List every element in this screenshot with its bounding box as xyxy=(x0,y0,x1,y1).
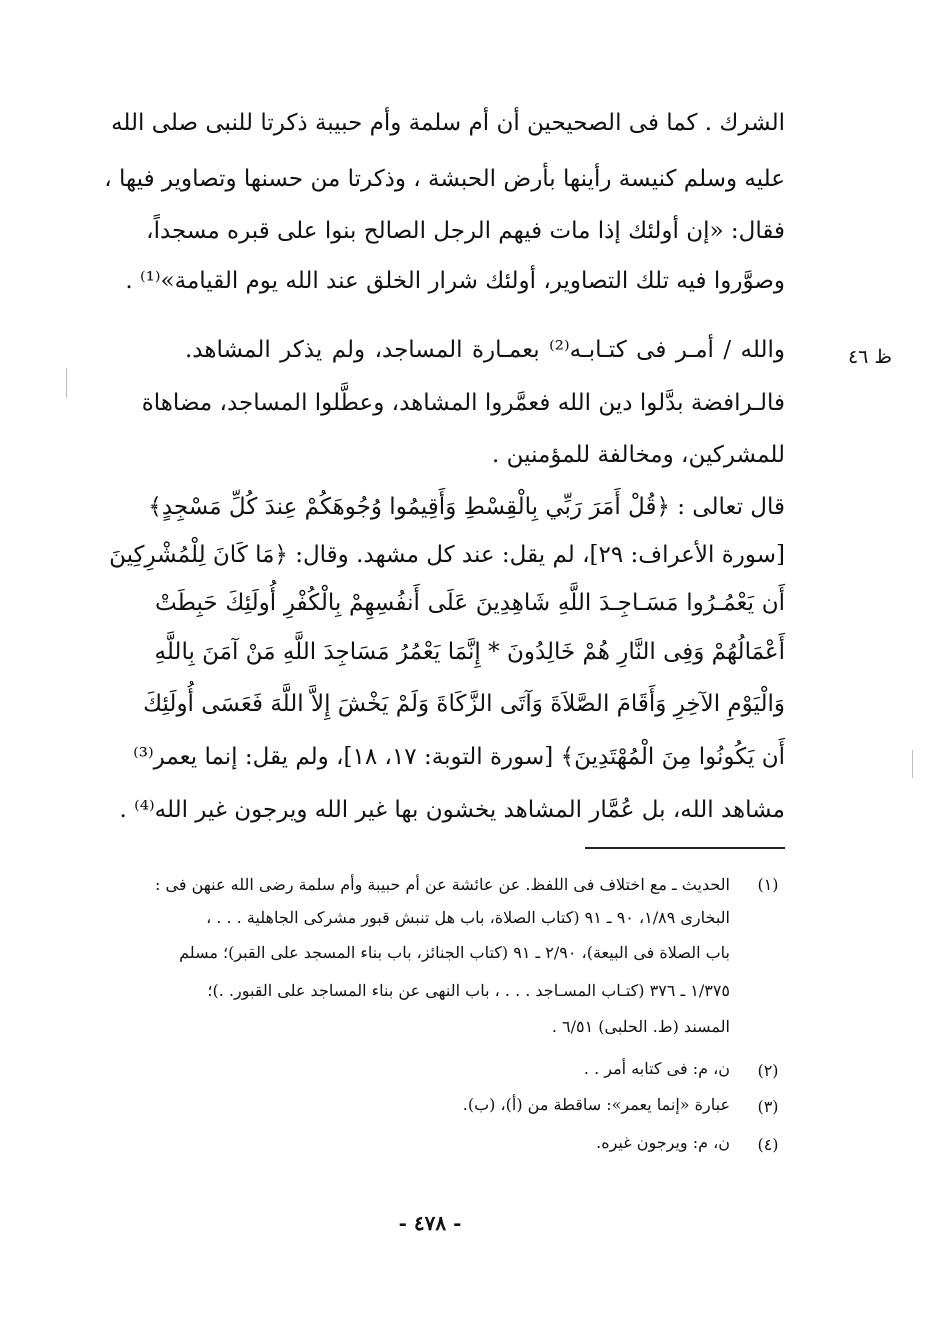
body-line: للمشركين، ومخالفة للمؤمنين . xyxy=(492,442,785,468)
quran-verse-line: أَن يَعْمُـرُوا مَسَـاجِـدَ اللَّهِ شَاهِدِينَ عَلَى أَنفُسِهِمْ بِالْكُفْرِ أُولَئِكَ حَبِطَتْ xyxy=(155,590,785,616)
body-line: عليه وسلم كنيسة رأينها بأرض الحبشة ، وذكرتا من حسنها وتصاوير فيها ، xyxy=(104,166,785,192)
footnote-divider xyxy=(585,847,785,849)
footnote-number: (٢) xyxy=(757,1061,779,1080)
footnote-line: عبارة «إنما يعمر»: ساقطة من (أ)، (ب). xyxy=(462,1095,730,1114)
footnote-line: الحديث ـ مع اختلاف فى اللفظ. عن عائشة عن أم حبيبة وأم سلمة رضى الله عنهن فى : xyxy=(155,875,730,894)
quran-verse-line: وَالْيَوْمِ الآخِرِ وَأَقَامَ الصَّلاَةَ وَآتَى الزَّكَاةَ وَلَمْ يَخْشَ إِلاَّ اللَّهَ فَعَسَى أُولَئِكَ xyxy=(143,691,785,717)
footnote-line: باب الصلاة فى البيعة)، ٢/٩٠ ـ ٩١ (كتاب الجنائز، باب بناء المسجد على القبر)؛ مسلم xyxy=(179,943,730,962)
manuscript-folio-note: ظ ٤٦ xyxy=(847,346,892,368)
scan-artifact xyxy=(66,368,67,398)
body-line: فقال: «إن أولئك إذا مات فيهم الرجل الصالح بنوا على قبره مسجداً، xyxy=(146,218,785,244)
footnote-line: ن، م: ويرجون غيره. xyxy=(596,1133,730,1152)
body-line: وصوَّروا فيه تلك التصاوير، أولئك شرار الخلق عند الله يوم القيامة»⁽¹⁾ . xyxy=(125,268,785,294)
footnote-number: (١) xyxy=(757,875,779,894)
body-line: مشاهد الله، بل عُمَّار المشاهد يخشون بها غير الله ويرجون غير الله⁽⁴⁾ . xyxy=(119,797,785,823)
body-line: والله / أمـر فى كتـابـه⁽²⁾ بعمـارة المساجد، ولم يذكر المشاهد. xyxy=(185,337,785,363)
quran-verse-line: أَن يَكُونُوا مِنَ الْمُهْتَدِينَ﴾ [سورة التوبة: ١٧، ١٨]، ولم يقل: إنما يعمر⁽³⁾ xyxy=(133,744,785,770)
scan-artifact xyxy=(912,750,913,778)
footnote-line: ١/٣٧٥ ـ ٣٧٦ (كتـاب المسـاجد . . . ، باب النهى عن بناء المساجد على القبور. .)؛ xyxy=(207,981,730,1000)
footnote-number: (٤) xyxy=(757,1135,779,1154)
quran-verse-line: أَعْمَالُهُمْ وَفِى النَّارِ هُمْ خَالِدُونَ * إِنَّمَا يَعْمُرُ مَسَاجِدَ اللَّهِ مَنْ آمَنَ بِاللَّهِ xyxy=(154,639,785,665)
body-line: الشرك . كما فى الصحيحين أن أم سلمة وأم حبيبة ذكرتا للنبى صلى الله xyxy=(111,110,785,136)
footnote-line: ن، م: فى كتابه أمر . . xyxy=(583,1059,730,1078)
quran-verse-line: [سورة الأعراف: ٢٩]، لم يقل: عند كل مشهد. وقال: ﴿مَا كَانَ لِلْمُشْرِكِينَ xyxy=(109,542,785,568)
footnote-number: (٣) xyxy=(757,1097,779,1116)
footnote-line: البخارى ١/٨٩، ٩٠ ـ ٩١ (كتاب الصلاة، باب هل تنبش قبور مشركى الجاهلية . . . ، xyxy=(206,908,730,927)
page-number: - ٤٧٨ - xyxy=(398,1211,462,1235)
footnote-line: المسند (ط. الحلبى) ٦/٥١ . xyxy=(551,1017,730,1036)
quran-verse-line: قال تعالى : ﴿قُلْ أَمَرَ رَبِّي بِالْقِسْطِ وَأَقِيمُوا وُجُوهَكُمْ عِندَ كُلِّ مَسْجِدٍ﴾ xyxy=(148,494,785,520)
body-line: فالـرافضة بدَّلوا دين الله فعمَّروا المشاهد، وعطَّلوا المساجد، مضاهاة xyxy=(141,390,785,416)
